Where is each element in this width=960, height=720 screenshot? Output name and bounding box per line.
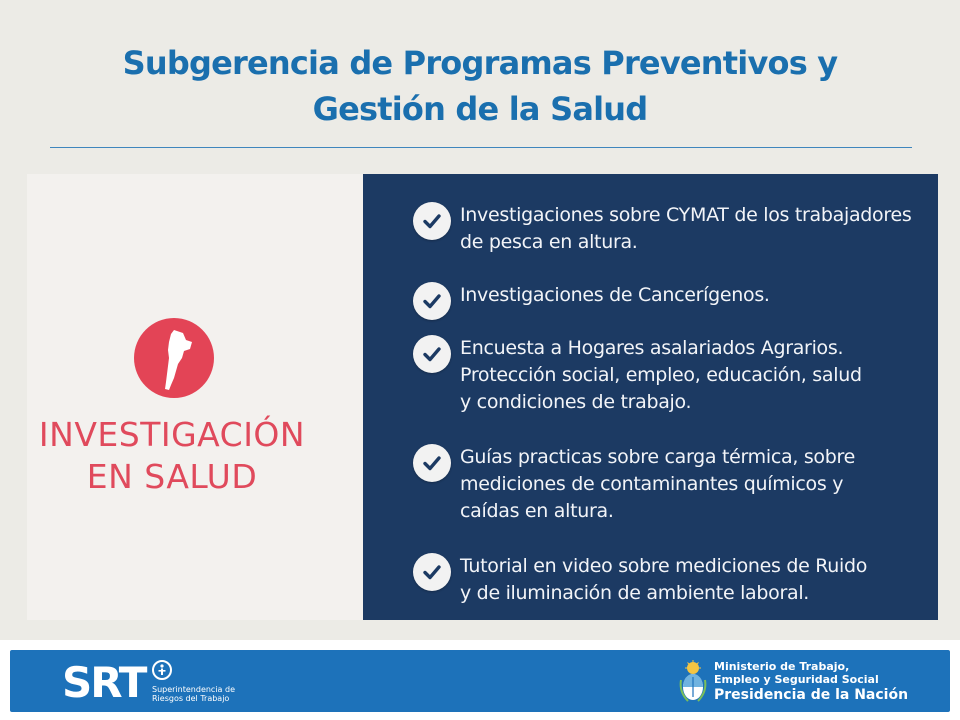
item-text-line: Encuesta a Hogares asalariados Agrarios.: [460, 337, 844, 359]
item-text-line: Investigaciones de Cancerígenos.: [460, 284, 770, 306]
item-text-line: Protección social, empleo, educación, salud: [460, 364, 862, 386]
checkmark-icon: [413, 202, 451, 240]
topic-title-line-2: EN SALUD: [86, 457, 258, 496]
item-text-line: mediciones de contaminantes químicos y: [460, 473, 844, 495]
title-divider: [50, 147, 912, 148]
ministry-line: Empleo y Seguridad Social: [714, 673, 879, 686]
srt-emblem-icon: [152, 660, 172, 680]
topic-panel: [27, 174, 363, 620]
checkmark-icon: [413, 282, 451, 320]
slide-title: [40, 40, 920, 132]
srt-subtitle: [152, 685, 235, 703]
item-text-line: Guías practicas sobre carga térmica, sobre: [460, 446, 856, 468]
ministry-line: Ministerio de Trabajo,: [714, 660, 850, 673]
item-text-line: caídas en altura.: [460, 500, 614, 522]
title-line-2: Gestión de la Salud: [312, 90, 648, 128]
item-text-line: y de iluminación de ambiente laboral.: [460, 582, 810, 604]
item-text-line: de pesca en altura.: [460, 231, 638, 253]
footer-band: [10, 650, 950, 712]
title-line-1: Subgerencia de Programas Preventivos y: [122, 44, 838, 82]
item-text-line: Tutorial en video sobre mediciones de Ruido: [460, 555, 868, 577]
checkmark-icon: [413, 553, 451, 591]
srt-logo: SRT: [62, 658, 146, 707]
item-text-line: Investigaciones sobre CYMAT de los trabajadores: [460, 204, 912, 226]
checkmark-icon: [413, 335, 451, 373]
coat-of-arms-icon: [678, 660, 708, 704]
footer: [0, 640, 960, 720]
argentina-map-icon: [134, 318, 214, 398]
srt-subtitle-line: Riesgos del Trabajo: [152, 694, 230, 703]
item-text-line: y condiciones de trabajo.: [460, 391, 692, 413]
srt-subtitle-line: Superintendencia de: [152, 685, 235, 694]
topic-title-line-1: INVESTIGACIÓN: [38, 415, 306, 454]
ministry-line: Presidencia de la Nación: [714, 687, 909, 703]
checkmark-icon: [413, 444, 451, 482]
items-panel: [363, 174, 938, 620]
ministry-label: [714, 660, 908, 704]
